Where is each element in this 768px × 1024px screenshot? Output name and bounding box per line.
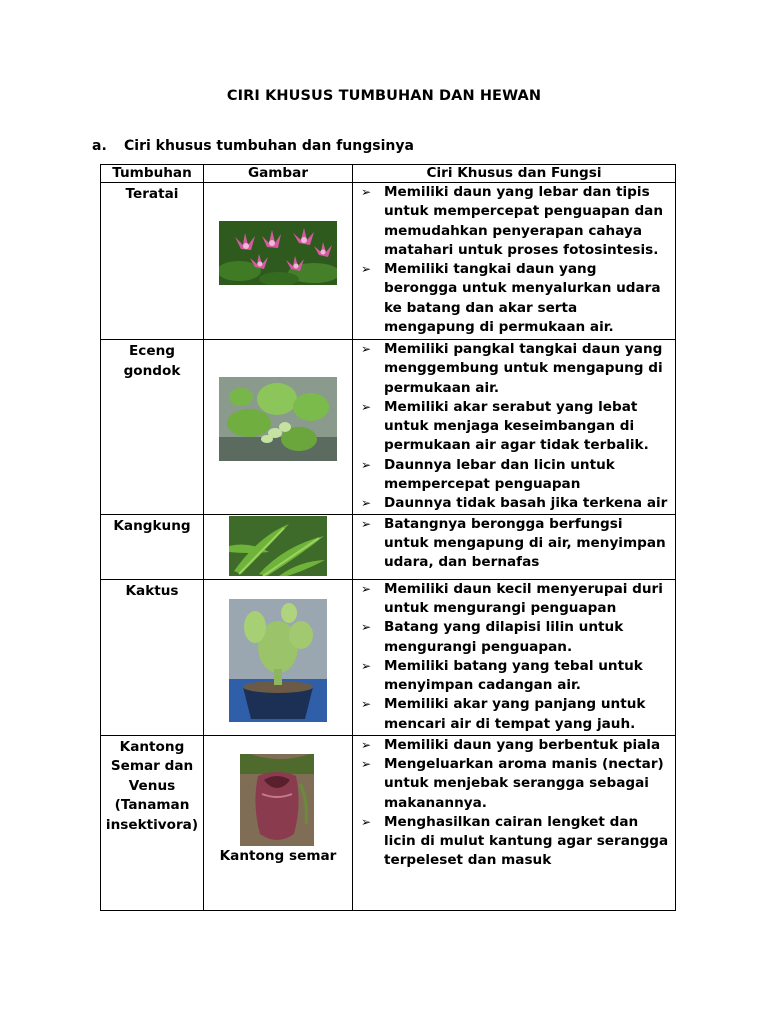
kaktus-illustration: [229, 599, 327, 722]
table-row: [101, 735, 676, 910]
bullet-arrow-icon: ➢: [361, 185, 372, 199]
plant-image-cell: [204, 579, 353, 735]
bullet-arrow-icon: ➢: [361, 814, 372, 829]
list-item: ➢ Batangnya berongga berfungsi untuk mengapung di air, menyimpan udara, dan bernafas: [361, 515, 666, 571]
table-header-row: [101, 165, 676, 183]
teratai-photo: [219, 221, 337, 285]
header-tumbuhan: Tumbuhan: [101, 165, 204, 183]
plant-table: [100, 164, 676, 911]
bullet-arrow-icon: ➢: [361, 756, 372, 771]
plant-features-cell: [353, 514, 676, 579]
table-row: [101, 340, 676, 515]
header-ciri: Ciri Khusus dan Fungsi: [353, 165, 676, 183]
list-item: ➢ Daunnya lebar dan licin untuk mempercepat penguapan: [361, 456, 615, 493]
kantong-semar-illustration: [240, 754, 314, 846]
document-title: CIRI KHUSUS TUMBUHAN DAN HEWAN: [226, 88, 542, 104]
list-item: ➢ Memiliki akar serabut yang lebat untuk menjaga keseimbangan di permukaan air agar tidak terbalik.: [361, 398, 649, 454]
bullet-arrow-icon: ➢: [361, 581, 372, 596]
plant-name: Kantong Semar dan Venus (Tanaman insektivora): [101, 735, 204, 910]
table-row: [101, 183, 676, 340]
section-text: Ciri khusus tumbuhan dan fungsinya: [124, 138, 414, 154]
eceng-gondok-illustration: [219, 377, 337, 461]
list-item: ➢ Batang yang dilapisi lilin untuk mengurangi penguapan.: [361, 619, 624, 655]
list-item: ➢ Memiliki daun kecil menyerupai duri untuk mengurangi penguapan: [361, 580, 663, 616]
list-item: ➢ Memiliki tangkai daun yang berongga untuk menyalurkan udara ke batang dan akar serta mengapung di permukaan air.: [361, 261, 661, 336]
plant-image-cell: [204, 340, 353, 515]
plant-features-cell: [353, 579, 676, 735]
plant-features-cell: [353, 735, 676, 910]
image-caption: Kantong semar: [219, 847, 337, 864]
section-heading: [92, 138, 414, 154]
plant-image-cell: [204, 735, 353, 910]
bullet-arrow-icon: ➢: [361, 342, 372, 356]
bullet-arrow-icon: ➢: [361, 516, 372, 531]
kaktus-photo: [229, 599, 327, 722]
eceng-gondok-photo: [219, 377, 337, 461]
list-item: ➢ Mengeluarkan aroma manis (nectar) untuk menjebak serangga sebagai makanannya.: [361, 755, 664, 811]
list-item: ➢ Memiliki pangkal tangkai daun yang menggembung untuk mengapung di permukaan air.: [361, 341, 663, 396]
bullet-arrow-icon: ➢: [361, 697, 372, 712]
plant-features-cell: [353, 183, 676, 340]
list-item: ➢ Memiliki daun yang lebar dan tipis untuk mempercepat penguapan dan memudahkan penyerapan cahaya matahari untuk proses fotosintesis.: [361, 184, 664, 258]
bullet-arrow-icon: ➢: [361, 496, 372, 511]
header-gambar: Gambar: [204, 165, 353, 183]
bullet-arrow-icon: ➢: [361, 262, 372, 277]
plant-features-cell: [353, 340, 676, 515]
table-row: [101, 514, 676, 579]
table-row: [101, 579, 676, 735]
list-item: ➢ Daunnya tidak basah jika terkena air: [361, 494, 671, 513]
section-letter: a.: [92, 138, 107, 154]
bullet-arrow-icon: ➢: [361, 399, 372, 414]
bullet-arrow-icon: ➢: [361, 737, 372, 752]
list-item: ➢ Memiliki akar yang panjang untuk mencari air di tempat yang jauh.: [361, 696, 646, 732]
teratai-illustration: [219, 221, 337, 285]
bullet-arrow-icon: ➢: [361, 457, 372, 472]
list-item: ➢ Memiliki daun yang berbentuk piala: [361, 736, 671, 755]
list-item: ➢ Menghasilkan cairan lengket dan licin di mulut kantung agar serangga terpeleset dan masuk: [361, 813, 669, 869]
list-item: ➢ Memiliki batang yang tebal untuk menyimpan cadangan air.: [361, 657, 643, 694]
plant-name: Kangkung: [101, 514, 204, 579]
plant-name: Teratai: [101, 183, 204, 340]
bullet-arrow-icon: ➢: [361, 620, 372, 635]
kangkung-illustration: [229, 516, 327, 576]
plant-name: Kaktus: [101, 579, 204, 735]
plant-image-cell: [204, 514, 353, 579]
plant-image-cell: [204, 183, 353, 340]
bullet-arrow-icon: ➢: [361, 658, 372, 673]
plant-name: Eceng gondok: [101, 340, 204, 515]
kangkung-photo: [229, 516, 327, 576]
kantong-semar-photo: [240, 754, 314, 846]
